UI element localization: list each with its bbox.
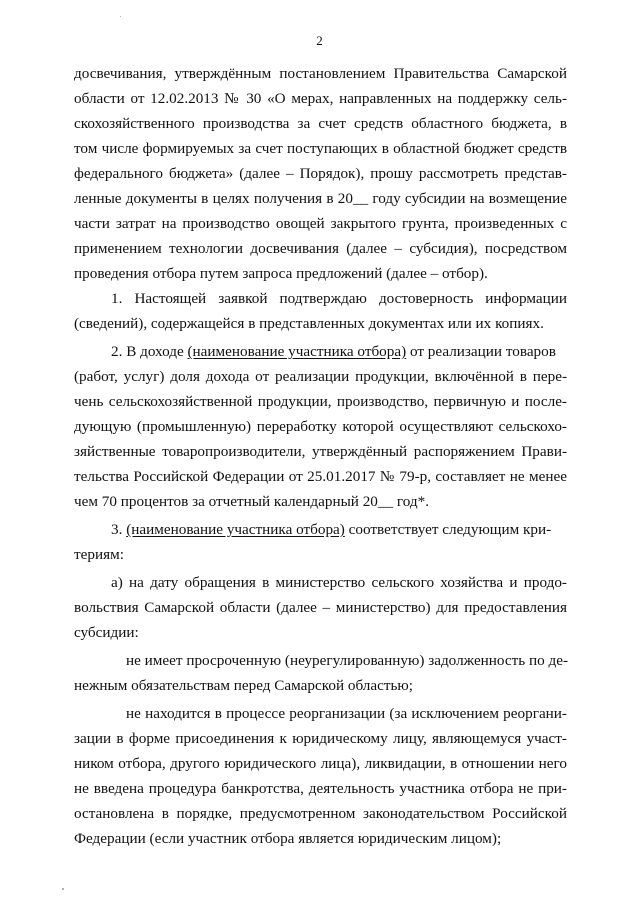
- text-line: чем 70 процентов за отчетный календарный 20__ год*.: [74, 493, 430, 510]
- text-fragment: от реализации товаров: [409, 343, 556, 360]
- text-line: досвечивания, утверждённым постановлением Правительства Самарской: [74, 65, 567, 82]
- text-line: федерального бюджета» (далее – Порядок), прошу рассмотреть представ-: [74, 165, 567, 182]
- text-line: дующую (промышленную) переработку которой осуществляют сельскохо-: [74, 418, 567, 435]
- text-fragment: 3.: [111, 521, 123, 538]
- text-line: остановлена в порядке, предусмотренном законодательством Российской: [74, 805, 567, 822]
- text-line: вольствия Самарской области (далее – министерство) для предоставления: [74, 599, 567, 616]
- text-line: не введена процедура банкротства, деятельность участника отбора не при-: [74, 780, 567, 797]
- text-fragment: 2. В доходе: [111, 343, 184, 360]
- text-line: проведения отбора путем запроса предложений (далее – отбор).: [74, 265, 488, 282]
- criterion-line: не находится в процессе реорганизации (за исключением реоргани-: [126, 705, 567, 722]
- participant-name-placeholder: (наименование участника отбора): [126, 521, 345, 538]
- text-line: зяйственные товаропроизводители, утверждённый распоряжением Прави-: [74, 443, 567, 460]
- participant-name-placeholder: (наименование участника отбора): [187, 343, 407, 360]
- text-line: (работ, услуг) доля дохода от реализации продукции, включённой в пере-: [74, 368, 567, 385]
- scan-speck: [120, 16, 121, 17]
- text-line: зации в форме присоединения к юридическому лицу, являющемуся участ-: [74, 730, 567, 747]
- text-line: скохозяйственного производства за счет средств областного бюджета, в: [74, 115, 567, 132]
- text-line: нежным обязательствам перед Самарской областью;: [74, 677, 413, 694]
- text-line: териям:: [74, 546, 124, 563]
- text-line: области от 12.02.2013 № 30 «О мерах, направленных на поддержку сель-: [74, 90, 567, 107]
- paragraph-2-line: [111, 340, 567, 364]
- text-fragment: соответствует следующим кри-: [348, 521, 552, 538]
- subparagraph-a-line: а) на дату обращения в министерство сельского хозяйства и продо-: [111, 574, 567, 591]
- criterion-line: не имеет просроченную (неурегулированную) задолженность по де-: [126, 652, 569, 669]
- text-line: ником отбора, другого юридического лица), ликвидации, в отношении него: [74, 755, 567, 772]
- text-line: ленные документы в целях получения в 20__ году субсидии на возмещение: [74, 190, 567, 207]
- text-line: части затрат на производство овощей закрытого грунта, произведенных с: [74, 215, 567, 232]
- page-number: 2: [316, 33, 323, 48]
- text-line: чень сельскохозяйственной продукции, производство, первичную и после-: [74, 393, 567, 410]
- paragraph-1-line: 1. Настоящей заявкой подтверждаю достоверность информации: [111, 290, 567, 307]
- text-line: применением технологии досвечивания (далее – субсидия), посредством: [74, 240, 567, 257]
- scan-speck: [62, 888, 64, 890]
- text-line: субсидии:: [74, 624, 139, 641]
- text-line: (сведений), содержащейся в представленных документах или их копиях.: [74, 315, 544, 332]
- text-line: тельства Российской Федерации от 25.01.2017 № 79-р, составляет не менее: [74, 468, 567, 485]
- text-line: Федерации (если участник отбора является юридическим лицом);: [74, 830, 502, 847]
- paragraph-3-line: [111, 518, 567, 542]
- text-line: том числе формируемых за счет поступающих в областной бюджет средств: [74, 140, 567, 157]
